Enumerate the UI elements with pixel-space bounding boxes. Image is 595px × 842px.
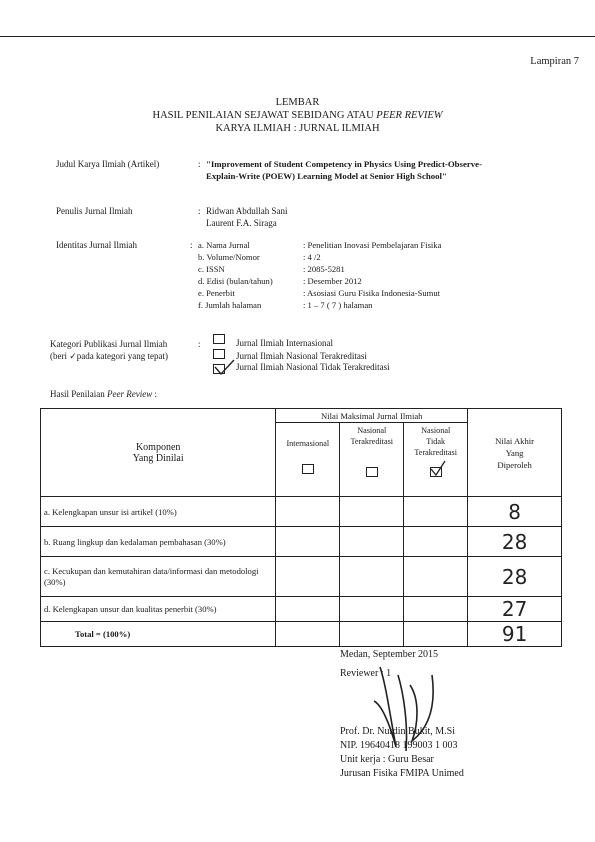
nilai-maksimal-header: Nilai Maksimal Jurnal Ilmiah	[276, 409, 468, 423]
empty-cell	[276, 597, 340, 622]
judul-value-line1: "Improvement of Student Competency in Physics Using Predict-Observe-	[206, 159, 483, 169]
heading-hasil-penilaian: HASIL PENILAIAN SEJAWAT SEBIDANG ATAU PEER REVIEW	[152, 110, 443, 121]
penulis-name-1: Ridwan Abdullah Sani	[206, 206, 288, 216]
empty-cell	[340, 557, 404, 597]
nasional-terakreditasi-header: Nasional Terakreditasi	[340, 423, 404, 497]
identitas-value: : 1 – 7 ( 7 ) halaman	[303, 300, 373, 310]
reviewer-name: Prof. Dr. Nurdin Bukit, M.Si	[340, 726, 456, 737]
score-cell: 27	[468, 597, 562, 622]
reviewer-unit: Unit kerja : Guru Besar	[340, 754, 434, 765]
kategori-checkbox-internasional[interactable]	[213, 334, 225, 344]
empty-cell	[276, 557, 340, 597]
reviewer-nip: NIP. 19640418 199003 1 003	[340, 740, 458, 751]
empty-cell	[276, 497, 340, 527]
score-cell: 28	[468, 557, 562, 597]
heading-lembar: LEMBAR	[275, 97, 320, 108]
penulis-colon: :	[198, 206, 201, 216]
komponen-row-label: d. Kelengkapan unsur dan kualitas penerbit (30%)	[41, 597, 276, 622]
judul-label: Judul Karya Ilmiah (Artikel)	[56, 159, 160, 169]
identitas-key: b. Volume/Nomor	[198, 252, 260, 262]
judul-value-line2: Explain-Write (POEW) Learning Model at Senior High School"	[206, 171, 447, 181]
empty-cell	[404, 497, 468, 527]
identitas-key: f. Jumlah halaman	[198, 300, 262, 310]
identitas-key: a. Nama Jurnal	[198, 240, 250, 250]
reviewer-label: Reviewer : 1	[340, 668, 392, 679]
nasional-tidak-terakreditasi-checkbox[interactable]	[430, 467, 442, 477]
total-score-cell: 91	[468, 622, 562, 647]
empty-cell	[340, 497, 404, 527]
internasional-header: Internasional	[276, 423, 340, 497]
nasional-tidak-terakreditasi-header: Nasional Tidak Terakreditasi	[404, 423, 468, 497]
score-cell: 8	[468, 497, 562, 527]
kategori-colon: :	[198, 339, 201, 349]
kategori-hint: (beri ✓pada kategori yang tepat)	[50, 351, 168, 361]
penulis-label: Penulis Jurnal Ilmiah	[56, 206, 133, 216]
place-date: Medan, September 2015	[340, 649, 439, 660]
lampiran-label: Lampiran 7	[530, 56, 579, 67]
penilaian-table	[40, 408, 562, 647]
score-cell: 28	[468, 527, 562, 557]
komponen-row-label: c. Kecukupan dan kemutahiran data/informasi dan metodologi (30%)	[41, 557, 276, 597]
check-mark-icon	[429, 460, 447, 478]
kategori-option-internasional: Jurnal Ilmiah Internasional	[236, 338, 333, 348]
internasional-checkbox[interactable]	[302, 464, 314, 474]
penulis-name-2: Laurent F.A. Siraga	[206, 218, 277, 228]
nilai-akhir-header: Nilai Akhir Yang Diperoleh	[468, 409, 562, 497]
identitas-value: : Desember 2012	[303, 276, 362, 286]
komponen-row-label: a. Kelengkapan unsur isi artikel (10%)	[41, 497, 276, 527]
identitas-value: : 4 /2	[303, 252, 321, 262]
empty-cell	[340, 622, 404, 647]
empty-cell	[404, 597, 468, 622]
empty-cell	[404, 557, 468, 597]
empty-cell	[276, 527, 340, 557]
empty-cell	[404, 622, 468, 647]
heading-karya-ilmiah: KARYA ILMIAH : JURNAL ILMIAH	[215, 123, 380, 134]
kategori-label: Kategori Publikasi Jurnal Ilmiah	[50, 339, 168, 349]
identitas-key: e. Penerbit	[198, 288, 235, 298]
nasional-terakreditasi-checkbox[interactable]	[366, 467, 378, 477]
identitas-label: Identitas Jurnal Ilmiah	[56, 240, 137, 250]
judul-colon: :	[198, 159, 201, 169]
komponen-row-label: b. Ruang lingkup dan kedalaman pembahasan (30%)	[41, 527, 276, 557]
page-top-border	[0, 36, 595, 37]
identitas-value: : Asosiasi Guru Fisika Indonesia-Sumut	[303, 288, 441, 298]
empty-cell	[340, 597, 404, 622]
kategori-option-nasional-tidak-terakreditasi: Jurnal Ilmiah Nasional Tidak Terakreditasi	[236, 362, 390, 372]
empty-cell	[404, 527, 468, 557]
empty-cell	[276, 622, 340, 647]
identitas-value: : 2085-5281	[303, 264, 345, 274]
kategori-option-nasional-terakreditasi: Jurnal Ilmiah Nasional Terakreditasi	[236, 351, 367, 361]
identitas-colon: :	[190, 240, 193, 250]
identitas-key: d. Edisi (bulan/tahun)	[198, 276, 273, 286]
check-mark-icon	[212, 358, 236, 376]
komponen-header: Komponen Yang Dinilai	[41, 409, 276, 497]
identitas-value: : Penelitian Inovasi Pembelajaran Fisika	[303, 240, 442, 250]
empty-cell	[340, 527, 404, 557]
identitas-key: c. ISSN	[198, 264, 225, 274]
total-label: Total = (100%)	[41, 622, 276, 647]
reviewer-jurusan: Jurusan Fisika FMIPA Unimed	[340, 768, 464, 779]
hasil-penilaian-label: Hasil Penilaian Peer Review :	[50, 389, 157, 399]
